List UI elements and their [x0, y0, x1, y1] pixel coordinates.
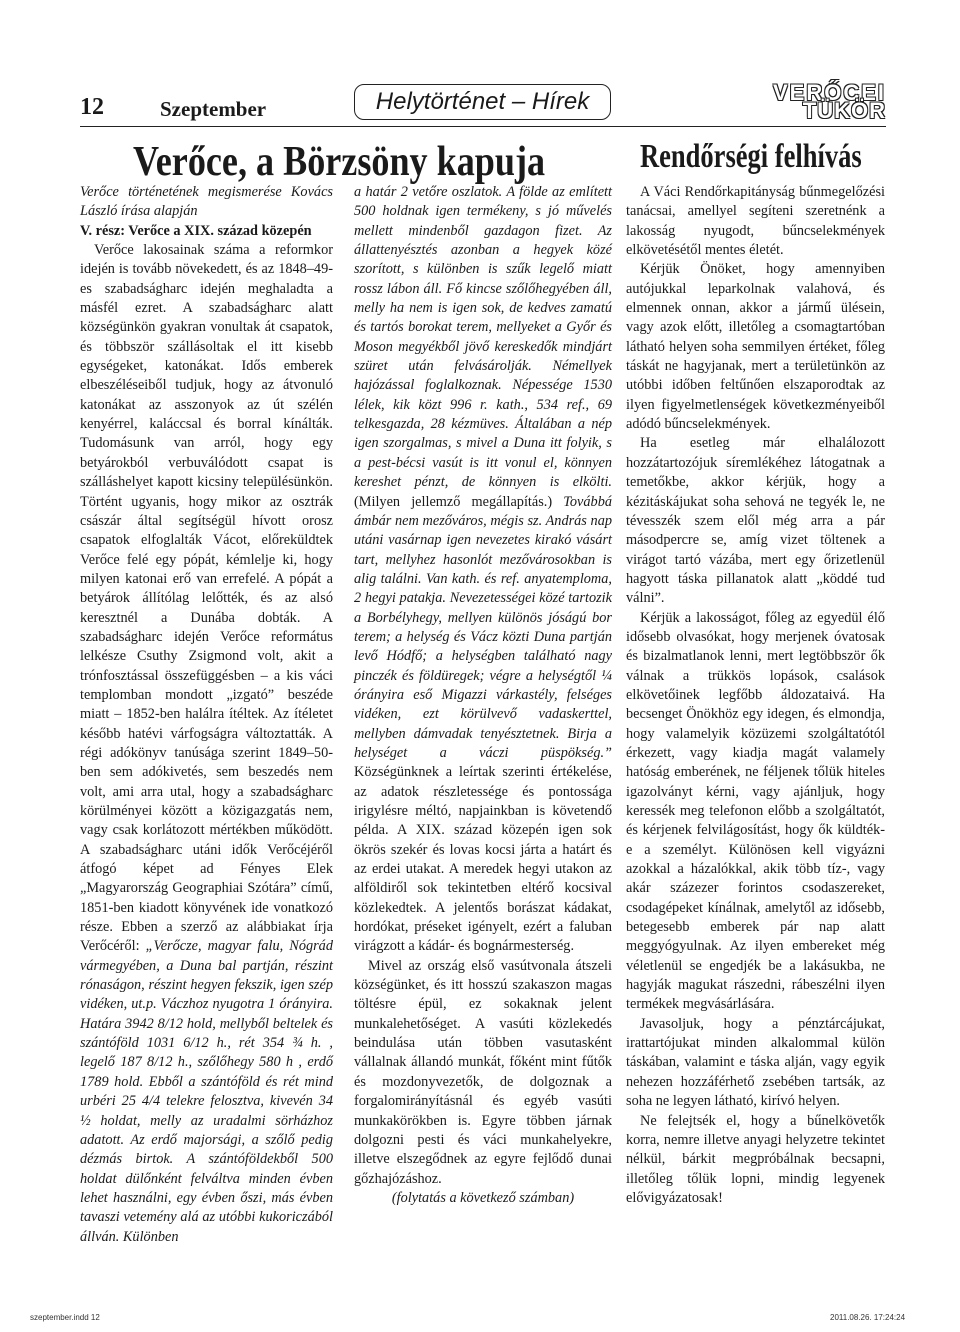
police-paragraph: Ne felejtsék el, hogy a bűnelkövetők korra, nemre illetve anyagi helyzetre tekintet nélkül, bárkit megpróbálnak becsapni, illetőleg tőlük lopni, mindig legyenek elővigyázatosak! — [626, 1112, 885, 1206]
logo-line1: VERŐCEI — [772, 80, 886, 105]
newspaper-logo — [728, 80, 886, 123]
article-intro: Verőce történetének megismerése Kovács László írása alapján — [80, 184, 333, 220]
police-notice-title: Rendőrségi felhívás — [640, 138, 862, 175]
article-column-1 — [80, 183, 333, 1247]
article-text: Községünknek a leírtak szerinti értékelése, az adatok részletessége és pontossága irigylésre méltó, napjainkban is követendő példa. A XIX. század közepén igen sok ökrös szekér és lovas kocsi járta a határt és az erdei utakat. A meredek hegyi utakon az alföldiről sok tekintetben eltérő kocsival közlekedtek. A jelentős borászat kádakat, hordókat, préseket igényelt, ezért a faluban virágzott a kádár- és bognármesterség. — [354, 764, 612, 955]
quote-text: „Verőcze, magyar falu, Nógrád vármegyében, a Duna bal partján, részint rónaságon, részint hegyen fekszik, igen szép vidéken, ut.p. Váczhoz nyugotra 1 órányira. Határa 3942 8/12 hold, mellyből beltelek és szántóföld 1031 6/12 h., rét 354 ¾ h. , legelő 187 8/12 h., szőlőhegy 580 h , erdő 1789 hold. Ebből a szántóföld és rét mind urbéri 25 4/4 telekre felosztva, kivevén 34 ½ holdat, melly az uradalmi sörházhoz adatott. Az erdő majorsági, a szőlő pedig dézmás birtok. A szántóföldekből 500 holdat dülőnként felváltva minden évben lehet használni, egy évben őszi, más évben tavaszi vetemény alá az utóbbi kukoriczából állván. Különben — [80, 938, 333, 1245]
article-text: Verőce lakosainak száma a reformkor idején is tovább növekedett, és az 1848–49-es szabadságharc idején meghaladta a másfél ezret. A szabadságharc alatt községünkön gyakran vonultak át csapatok, és többször szállásoltak el itt kisebb egységeket, katonákat. Idős emberek elbeszéléseiből tudjuk, hogy az átvonuló katonákat az asszonyok az út szélén kenyérrel, kaláccsal és borral kínálták. Tudomásunk van arról, hogy egy betyárokból verbuválódott csapat is szálláshelyet kapott kicsiny településünkön. Történt ugyanis, hogy mikor az osztrák császár által segítségül hívott orosz csapatok elfoglalták Vácot, előreküldtek Verőce felé egy pópát, kémlelje ki, hogy milyen katonai erő van errefelé. A pópát a betyárok állítólag lelőtték, és az alsó keresztnél a Dunába dobták. A szabadságharc idején Verőce református lelkésze Csuthy Zsigmond volt, akit a trónfosztással összefüggésben – a kis váci templomban mondott „izgató” beszéde miatt – 1852-ben halálra ítéltek. Az ítéletet később hatévi várfogságra változtatták. A régi adókönyv tanúsága szerint 1849–50-ben sem adókivetés, sem beszedés nem volt, ami arra utal, hogy a szabadságharc körülményei között a közigazgatás nem, vagy csak korlátozott mértékben működött. A szabadságharc utáni idők Verőcéjéről átfogó képet ad Fényes Elek „Magyarország Geographiai Szótára” című, 1851-ben kiadott könyvének ide vonatkozó része. Ebben a szerző az alábbiakat írja Verőcéről: — [80, 242, 333, 955]
footer-timestamp: 2011.08.26. 17:24:24 — [830, 1313, 906, 1322]
quote-text: Továbbá ámbár nem mezőváros, mégis sz. András nap utáni vasárnap igen nevezetes kirakó vásárt tart, mellyhez hasonlót mezővárosokban is alig találni. Van kath. és ref. anyatemploma, 2 hegyi patakja. Nevezetességei közé tartozik a Borbélyhegy, mellyen különös jóságú bor terem; a helység és Vácz közti Duna partján levő Hódfő; a helységben található nagy pinczék és földüregek; végre a helységtől ¼ órányira eső Migazzi várkastély, felséges vidéken, ezt körülvevő vadaskerttel, mellyben dámvadak tenyésztetnek. Birja a helységet a váczi püspökség.” — [354, 493, 612, 761]
continued-note: (folytatás a következő számban) — [391, 1189, 575, 1206]
article-paragraph — [354, 183, 612, 957]
article-part-title: V. rész: Verőce a XIX. század közepén — [80, 222, 312, 239]
police-paragraph: Kérjük Önöket, hogy amennyiben autójukkal leparkolnak valahová, és elmennek onnan, akkor a jármű ülésein, vagy azok előtt, illetőleg a csomagtartóban látható helyen soha semmilyen értéket, főleg táskát ne hagyjanak, mert a területünkön az utóbbi időben feltűnően elszaporodtak az ilyen figyelmetlenségek következményeiből adódó bűncselekmények. — [626, 261, 885, 433]
quote-text: a határ 2 vetőre oszlatok. A földe az említett 500 holdnak igen termékeny, s jó művelés mellett mindenből gazdagon fizet. Az állattenyésztés azonban a hegyek közé szorított, s különben is szűk legelő miatt rossz lábon áll. Fő kincse szőlőhegyében áll, melly ha nem is igen sok, de kedves zamatú és tartós borokat terem, mellyeket a Győr és Moson megyékből jövő kereskedők mindjárt szüret után felvásárolják. Némellyek hajózással foglalkoznak. Népessége 1530 lélek, kik közt 996 r. kath., 534 ref., 69 telkesgazda, 28 kézmüves. Általában a nép igen szorgalmas, s mivel a Duna itt folyik, s a pest-bécsi vasút is itt vonul el, könnyen kereshet pénzt, de könnyen is elkölti. — [354, 184, 612, 491]
police-paragraph: Javasoljuk, hogy a pénztárcájukat, irattartójukat minden alkalommal külön táskában, valamint e táska alján, vagy egyik nehezen hozzáférhető zsebében tartsák, az soha ne legyen látható, kirívó helyen. — [626, 1015, 885, 1110]
author-note: (Milyen jellemző megállapítás.) — [354, 493, 564, 510]
article-paragraph — [80, 241, 333, 1247]
footer-filename: szeptember.indd 12 — [30, 1313, 100, 1322]
police-paragraph: Ha esetleg már elhalálozott hozzátartozójuk síremlékéhez látogatnak a temetőkbe, akkor kérjük, hogy a kézitáskájukat soha sehová ne tegyék le, ne tévesszék szem elől még arra a pár másodpercre se, amíg vizet töltenek a virágot tartó vázába, mert egy őrizetlenül hagyott táska pillanatok alatt „köddé tud válni”. — [626, 435, 885, 607]
police-paragraph: Kérjük a lakosságot, főleg az egyedül élő idősebb olvasókat, hogy merjenek óvatosak és bizalmatlanok lenni, mert legtöbbször ők válnak a trükkös lopások, csalások elkövetőinek legfőbb áldozataivá. Ha becsenget Önökhöz egy idegen, és elmondja, hogy valamelyik közüzemi szolgáltatótól érkezett, vagy kiadja magát valamely hatóság emberének, ne féljenek tőlük hiteles igazolványt kérni, vagy ajánljuk, hogy keressék meg telefonon előbb a szolgáltatót, és kérjenek felvilágosítást, hogy ők küldték-e a személyt. Különösen kell vigyázni azokkal a házalókkal, akik több tíz-, vagy akár százezer forintos csodaszereket, csodagépeket kínálnak, amelytől az idősebb, betegesebb emberek pár nap alatt meggyógyulnak. Az ilyen embereket még véletlenül se engedjék be a lakásukba, ne hagyják magukat rászedni, rábeszélni ilyen termékek megvásárlására. — [626, 609, 885, 1013]
page-number: 12 — [80, 94, 104, 120]
article-paragraph: Mivel az ország első vasútvonala átszeli községünket, és itt hosszú szakaszon magas töltésre épül, ez sokaknak jelent munkalehetőséget. A vasúti közlekedés beindulása után többen vasutasként vállalnak állandó munkát, főként mint fűtők és mozdonyvezetők, de dolgoznak a forgalomirányításnál és egyéb vasúti munkakörökben is. Egyre többen járnak dolgozni pesti és váci munkahelyekre, illetve elszegődnek az egyre fejlődő dunai gőzhajózáshoz. — [354, 957, 612, 1187]
header-divider — [80, 126, 886, 127]
section-title: Helytörténet – Hírek — [354, 84, 611, 120]
issue-month: Szeptember — [160, 97, 267, 121]
police-notice-column — [626, 183, 885, 1208]
logo-line2: TÜKÖR — [802, 98, 886, 123]
article-headline: Verőce, a Börzsöny kapuja — [133, 139, 546, 185]
article-column-2 — [354, 183, 612, 1208]
police-paragraph: A Váci Rendőrkapitányság bűnmegelőzési tanácsai, amellyel segíteni szeretnénk a lakosság nyugodt, bűncselekmények elkövetésétől mentes életét. — [626, 184, 885, 259]
